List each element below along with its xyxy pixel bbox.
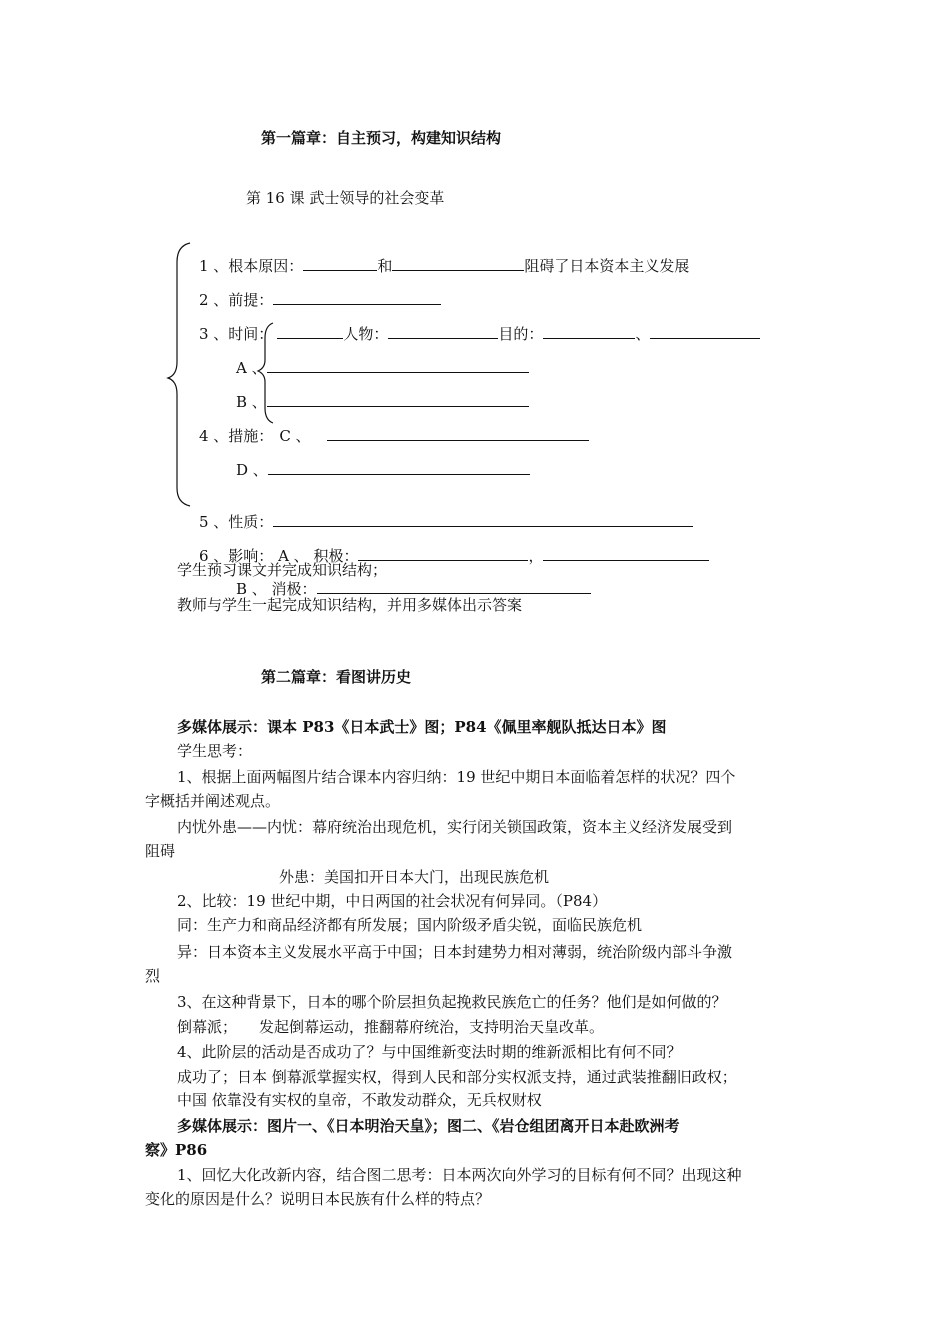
blank-field[interactable] bbox=[358, 545, 528, 561]
blank-field[interactable] bbox=[273, 289, 441, 305]
lesson-title: 第 16 课 武士领导的社会变革 bbox=[246, 189, 445, 207]
item-4-label: 4 、措施： bbox=[199, 427, 274, 445]
item-1-root-cause bbox=[199, 255, 689, 276]
blank-field[interactable] bbox=[277, 323, 343, 339]
note-line-1: 学生预习课文并完成知识结构； bbox=[177, 561, 388, 579]
item-1-label: 1 、根本原因： bbox=[199, 257, 304, 275]
blank-field[interactable] bbox=[392, 255, 524, 271]
item-b bbox=[236, 391, 529, 412]
answer-3-a: 倒幕派； bbox=[177, 1018, 238, 1036]
question-1-line-1: 1、根据上面两幅图片结合课本内容归纳：19 世纪中期日本面临着怎样的状况？四个 bbox=[177, 768, 736, 786]
answer-3-b: 发起倒幕运动，推翻幕府统治，支持明治天皇改革。 bbox=[259, 1018, 605, 1036]
media-display-2-line-1: 多媒体展示：图片一、《日本明治天皇》；图二、《岩仓组团离开日本赴欧洲考 bbox=[177, 1117, 680, 1135]
question-1-line-2: 字概括并阐述观点。 bbox=[145, 792, 281, 810]
item-5-nature bbox=[199, 511, 693, 532]
outer-brace bbox=[168, 243, 190, 506]
item-6-comma: ， bbox=[528, 547, 544, 565]
blank-field[interactable] bbox=[267, 391, 529, 407]
item-4-measures bbox=[199, 425, 589, 446]
answer-4-line-2: 中国 依靠没有实权的皇帝，不敢发动群众，无兵权财权 bbox=[177, 1091, 542, 1109]
student-think: 学生思考： bbox=[177, 742, 253, 760]
question-5-line-2: 变化的原因是什么？说明日本民族有什么样的特点？ bbox=[145, 1190, 491, 1208]
answer-4-line-1: 成功了；日本 倒幕派掌握实权，得到人民和部分实权派支持，通过武装推翻旧政权； bbox=[177, 1068, 737, 1086]
blank-field[interactable] bbox=[303, 255, 377, 271]
blank-field[interactable] bbox=[650, 323, 760, 339]
question-3: 3、在这种背景下，日本的哪个阶层担负起挽救民族危亡的任务？他们是如何做的？ bbox=[177, 993, 727, 1011]
chapter2-title: 第二篇章：看图讲历史 bbox=[261, 668, 412, 686]
item-6-label: 6 、影响： A 、 积极： bbox=[199, 547, 359, 565]
item-1-tail: 阻碍了日本资本主义发展 bbox=[524, 257, 690, 275]
blank-field[interactable] bbox=[327, 425, 589, 441]
item-d-label: D 、 bbox=[236, 461, 268, 479]
item-b-label: B 、 bbox=[236, 393, 267, 411]
question-2: 2、比较：19 世纪中期，中日两国的社会状况有何异同。（P84） bbox=[177, 892, 608, 910]
item-3-label: 3 、时间： bbox=[199, 325, 274, 343]
item-a bbox=[236, 357, 529, 378]
item-2-label: 2 、前提： bbox=[199, 291, 274, 309]
chapter1-title: 第一篇章：自主预习，构建知识结构 bbox=[261, 129, 502, 147]
item-6b-label: B 、 消极： bbox=[236, 580, 317, 598]
blank-field[interactable] bbox=[317, 578, 591, 594]
blank-field[interactable] bbox=[388, 323, 498, 339]
item-d bbox=[236, 459, 530, 480]
question-5-line-1: 1、回忆大化改新内容，结合图二思考：日本两次向外学习的目标有何不同？出现这种 bbox=[177, 1166, 742, 1184]
answer-1-line-2: 阻碍 bbox=[145, 842, 176, 860]
answer-2-diff-line-2: 烈 bbox=[145, 967, 161, 985]
item-1-and: 和 bbox=[377, 257, 393, 275]
note-line-2: 教师与学生一起完成知识结构，并用多媒体出示答案 bbox=[177, 596, 523, 614]
answer-2-diff-line-1: 异：日本资本主义发展水平高于中国；日本封建势力相对薄弱，统治阶级内部斗争激 bbox=[177, 943, 733, 961]
item-a-label: A 、 bbox=[236, 359, 267, 377]
answer-1-line-3: 外患：美国扣开日本大门，出现民族危机 bbox=[279, 868, 550, 886]
media-display-1: 多媒体展示：课本 P83《日本武士》图；P84《佩里率舰队抵达日本》图 bbox=[177, 718, 667, 736]
item-2-premise bbox=[199, 289, 441, 310]
item-3-sep: 、 bbox=[635, 325, 651, 343]
question-4: 4、此阶层的活动是否成功了？与中国维新变法时期的维新派相比有何不同？ bbox=[177, 1043, 682, 1061]
blank-field[interactable] bbox=[268, 459, 530, 475]
blank-field[interactable] bbox=[267, 357, 529, 373]
media-display-2-line-2: 察》P86 bbox=[145, 1141, 208, 1159]
item-c-label: C 、 bbox=[279, 427, 311, 445]
answer-3 bbox=[177, 1017, 604, 1037]
item-3-person: 人物： bbox=[343, 325, 389, 343]
item-3-purpose: 目的： bbox=[498, 325, 544, 343]
item-5-label: 5 、性质： bbox=[199, 513, 274, 531]
answer-2-same: 同：生产力和商品经济都有所发展；国内阶级矛盾尖锐，面临民族危机 bbox=[177, 916, 643, 934]
blank-field[interactable] bbox=[543, 323, 635, 339]
item-3-time bbox=[199, 323, 760, 344]
blank-field[interactable] bbox=[273, 511, 693, 527]
blank-field[interactable] bbox=[543, 545, 709, 561]
answer-1-line-1: 内忧外患——内忧：幕府统治出现危机，实行闭关锁国政策，资本主义经济发展受到 bbox=[177, 818, 733, 836]
